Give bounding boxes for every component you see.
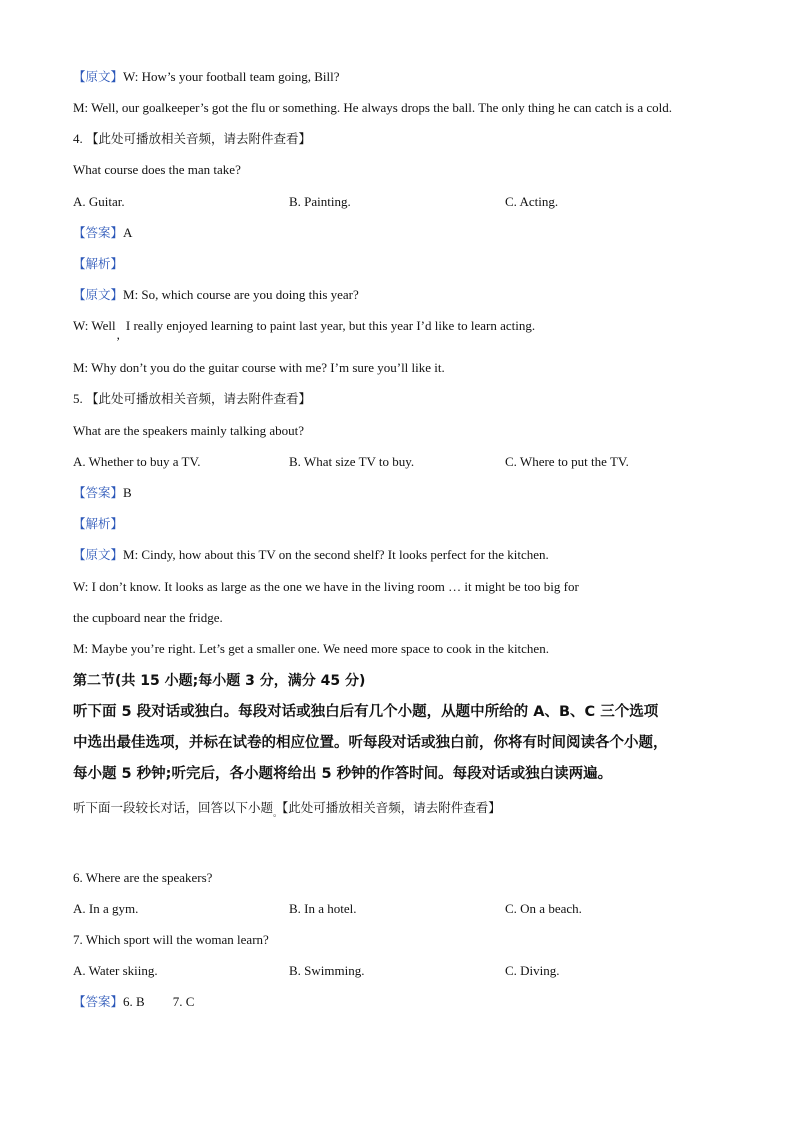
q4-option-c: C. Acting. [505, 194, 559, 209]
section2-instructions-line3: 每小题 5 秒钟;听完后，各小题将给出 5 秒钟的作答时间。每段对话或独白读两遍。 [73, 766, 613, 782]
q5-original-line2: W: I don’t know. It looks as large as the one we have in the living room … it might be too big for [73, 579, 579, 594]
q4-option-b: B. Painting. [289, 194, 351, 209]
q7-option-c: C. Diving. [505, 963, 560, 978]
q6-question: 6. Where are the speakers? [73, 870, 213, 885]
answer-tag: 【答案】 [73, 225, 124, 240]
q5-question: What are the speakers mainly talking about? [73, 423, 305, 438]
q4-analysis-tag: 【解析】 [73, 256, 124, 271]
section2-instructions-line2: 中选出最佳选项，并标在试卷的相应位置。听每段对话或独白前，你将有时间阅读各个小题， [73, 735, 668, 751]
q5-answer: 【答案】B [73, 485, 132, 500]
section2-heading: 第二节(共 15 小题;每小题 3 分，满分 45 分) [73, 673, 366, 689]
q3-original-line1: 【原文】W: How’s your football team going, Bill? [73, 69, 340, 84]
q4-original-line3: M: Why don’t you do the guitar course with me? I’m sure you’ll like it. [73, 360, 445, 375]
original-tag: 【原文】 [73, 287, 124, 302]
q4-answer: 【答案】A [73, 225, 133, 240]
q3-original-line2: M: Well, our goalkeeper’s got the flu or something. He always drops the ball. The only thing he can catch is a cold. [73, 100, 672, 115]
original-tag: 【原文】 [73, 69, 124, 84]
answer-7: 7. C [172, 994, 195, 1009]
q4-original-line1: 【原文】M: So, which course are you doing this year? [73, 287, 359, 302]
section2-instructions-line1: 听下面 5 段对话或独白。每段对话或独白后有几个小题，从题中所给的 A、B、C 三个选项 [73, 704, 659, 720]
q5-option-a: A. Whether to buy a TV. [73, 454, 201, 469]
original-tag: 【原文】 [73, 547, 124, 562]
q5-option-c: C. Where to put the TV. [505, 454, 629, 469]
q7-option-a: A. Water skiing. [73, 963, 158, 978]
q5-original-line4: M: Maybe you’re right. Let’s get a smaller one. We need more space to cook in the kitchen. [73, 641, 549, 656]
audio-note: 【此处可播放相关音频，请去附件查看】 [282, 800, 501, 815]
answer-tag: 【答案】 [73, 485, 124, 500]
q6-q7-answers [73, 994, 194, 1010]
q4-question: What course does the man take? [73, 162, 241, 177]
q5-header: 5. 【此处可播放相关音频，请去附件查看】 [73, 391, 312, 406]
q4-option-a: A. Guitar. [73, 194, 125, 209]
q5-analysis-tag: 【解析】 [73, 516, 124, 531]
q4-header: 4. 【此处可播放相关音频，请去附件查看】 [73, 131, 312, 146]
q6-option-a: A. In a gym. [73, 901, 139, 916]
section2-intro: 听下面一段较长对话，回答以下小题$_。$【此处可播放相关音频，请去附件查看】 [73, 800, 501, 819]
q6-option-b: B. In a hotel. [289, 901, 357, 916]
q6-option-c: C. On a beach. [505, 901, 582, 916]
q5-option-b: B. What size TV to buy. [289, 454, 415, 469]
answer-tag: 【答案】 [73, 994, 124, 1009]
q5-original-line3: the cupboard near the fridge. [73, 610, 223, 625]
q5-original-line1: 【原文】M: Cindy, how about this TV on the second shelf? It looks perfect for the kitchen. [73, 547, 549, 562]
q7-option-b: B. Swimming. [289, 963, 365, 978]
q4-original-line2: W: Well,I really enjoyed learning to paint last year, but this year I’d like to learn acting. [73, 318, 536, 342]
q7-question: 7. Which sport will the woman learn? [73, 932, 269, 947]
answer-6: 6. B [123, 994, 145, 1009]
audio-note: 【此处可播放相关音频，请去附件查看】 [86, 131, 312, 146]
audio-note: 【此处可播放相关音频，请去附件查看】 [86, 391, 312, 406]
